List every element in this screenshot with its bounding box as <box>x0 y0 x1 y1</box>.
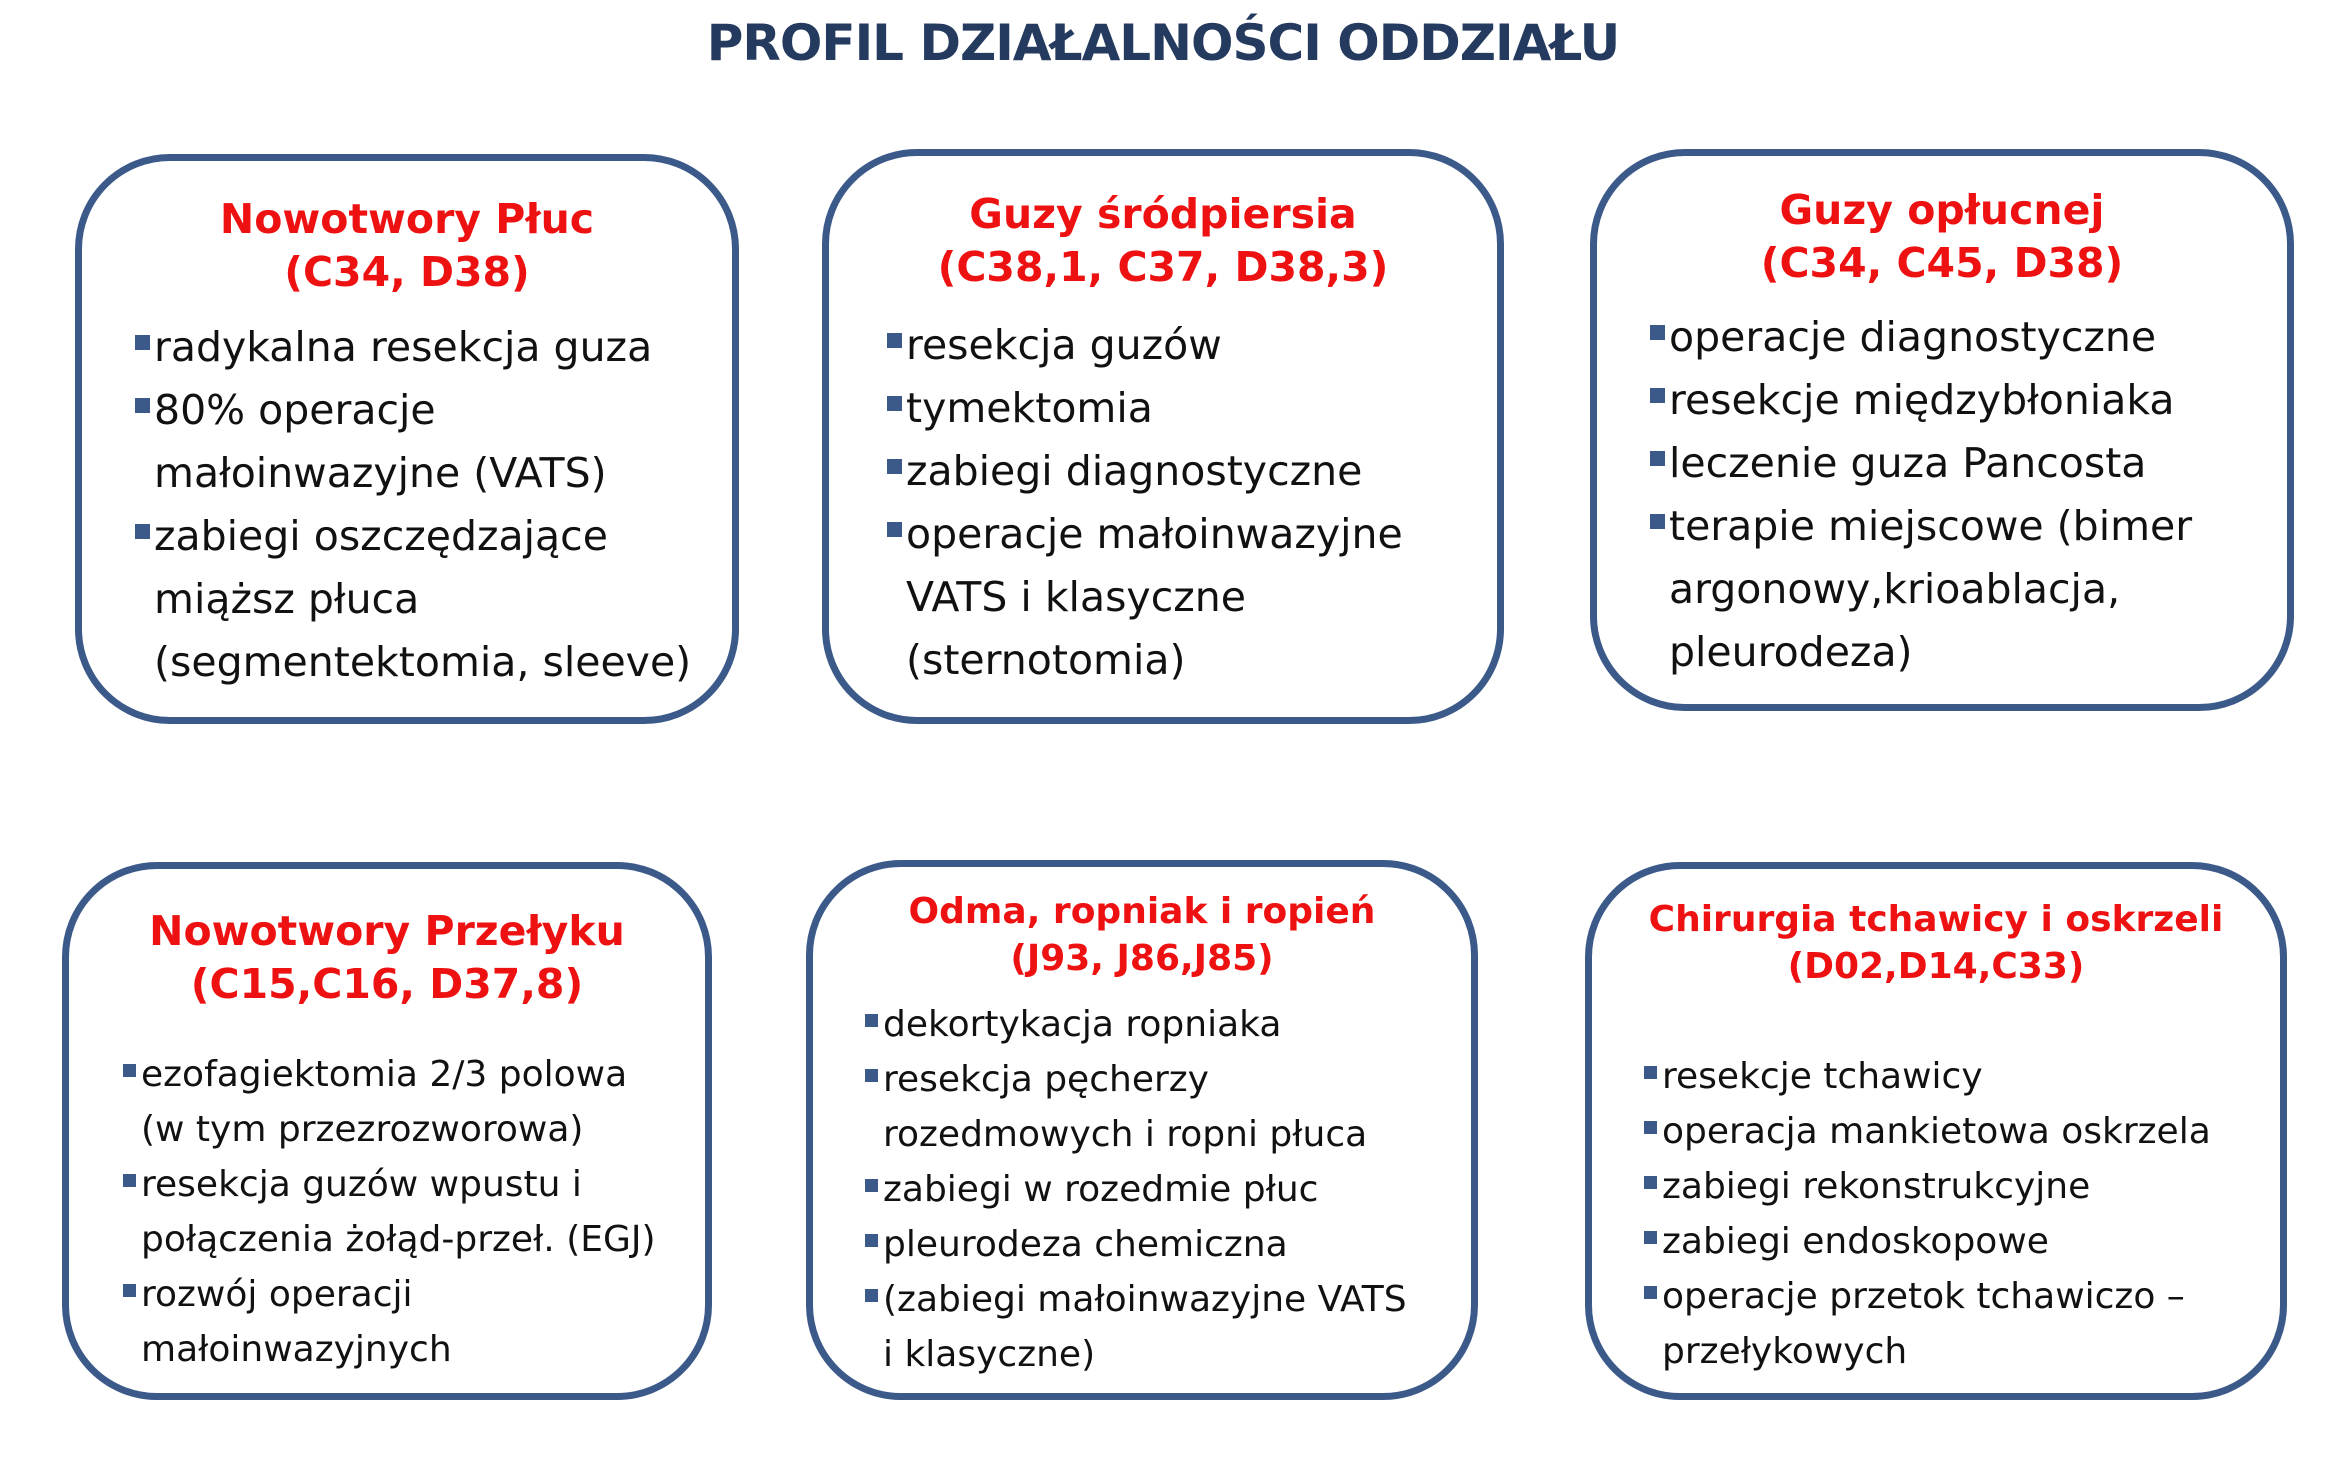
card-codes: (J93, J86,J85) <box>1010 937 1274 979</box>
card-codes: (D02,D14,C33) <box>1787 945 2085 987</box>
card-codes: (C38,1, C37, D38,3) <box>937 243 1389 292</box>
list-item: resekcja guzów wpustu i połączenia żołąd-przeł. (EGJ) <box>121 1157 656 1267</box>
card-title: Guzy śródpiersia <box>969 190 1357 238</box>
card-lung-cancer <box>75 154 739 724</box>
card-heading <box>69 905 705 1012</box>
list-item: zabiegi w rozedmie płuc <box>863 1162 1407 1217</box>
card-title: Nowotwory Przełyku <box>149 907 625 955</box>
page-title: PROFIL DZIAŁALNOŚCI ODDZIAŁU <box>706 14 1620 72</box>
card-title: Nowotwory Płuc <box>219 195 595 243</box>
card-heading <box>1592 897 2280 991</box>
list-item: operacja mankietowa oskrzela <box>1642 1104 2211 1159</box>
card-mediastinal-tumors <box>822 149 1504 724</box>
card-item-list <box>863 997 1407 1382</box>
list-item: terapie miejscowe (bimer argonowy,krioablacja, pleurodeza) <box>1647 495 2192 684</box>
list-item: leczenie guza Pancosta <box>1647 432 2192 495</box>
list-item: zabiegi oszczędzające miąższ płuca (segmentektomia, sleeve) <box>132 505 691 694</box>
card-heading <box>82 193 732 300</box>
card-tracheal-bronchial-surgery <box>1585 862 2287 1400</box>
list-item: resekcje międzybłoniaka <box>1647 369 2192 432</box>
list-item: operacje przetok tchawiczo – przełykowych <box>1642 1269 2211 1379</box>
card-codes: (C34, C45, D38) <box>1760 239 2124 288</box>
list-item: resekcja guzów <box>884 314 1403 377</box>
card-codes: (C34, D38) <box>284 248 530 297</box>
list-item: pleurodeza chemiczna <box>863 1217 1407 1272</box>
list-item: resekcje tchawicy <box>1642 1049 2211 1104</box>
list-item: operacje małoinwazyjne VATS i klasyczne (sternotomia) <box>884 503 1403 692</box>
list-item: 80% operacje małoinwazyjne (VATS) <box>132 379 691 505</box>
card-title: Chirurgia tchawicy i oskrzeli <box>1648 899 2224 940</box>
list-item: radykalna resekcja guza <box>132 316 691 379</box>
card-title: Odma, ropniak i ropień <box>908 891 1376 932</box>
card-item-list <box>1647 306 2192 684</box>
list-item: dekortykacja ropniaka <box>863 997 1407 1052</box>
list-item: zabiegi endoskopowe <box>1642 1214 2211 1269</box>
card-item-list <box>132 316 691 694</box>
card-heading <box>813 889 1471 983</box>
card-title: Guzy opłucnej <box>1779 186 2105 234</box>
list-item: rozwój operacji małoinwazyjnych <box>121 1267 656 1377</box>
card-heading <box>829 188 1497 295</box>
card-pneumothorax-empyema <box>806 860 1478 1400</box>
card-pleural-tumors <box>1590 149 2294 711</box>
list-item: tymektomia <box>884 377 1403 440</box>
card-item-list <box>884 314 1403 692</box>
list-item: zabiegi diagnostyczne <box>884 440 1403 503</box>
list-item: operacje diagnostyczne <box>1647 306 2192 369</box>
card-codes: (C15,C16, D37,8) <box>190 960 584 1009</box>
list-item: zabiegi rekonstrukcyjne <box>1642 1159 2211 1214</box>
card-item-list <box>121 1047 656 1377</box>
card-esophageal-cancer <box>62 862 712 1400</box>
card-heading <box>1597 184 2287 291</box>
list-item: resekcja pęcherzy rozedmowych i ropni płuca <box>863 1052 1407 1162</box>
list-item: (zabiegi małoinwazyjne VATS i klasyczne) <box>863 1272 1407 1382</box>
list-item: ezofagiektomia 2/3 polowa (w tym przezrozworowa) <box>121 1047 656 1157</box>
card-item-list <box>1642 1049 2211 1379</box>
